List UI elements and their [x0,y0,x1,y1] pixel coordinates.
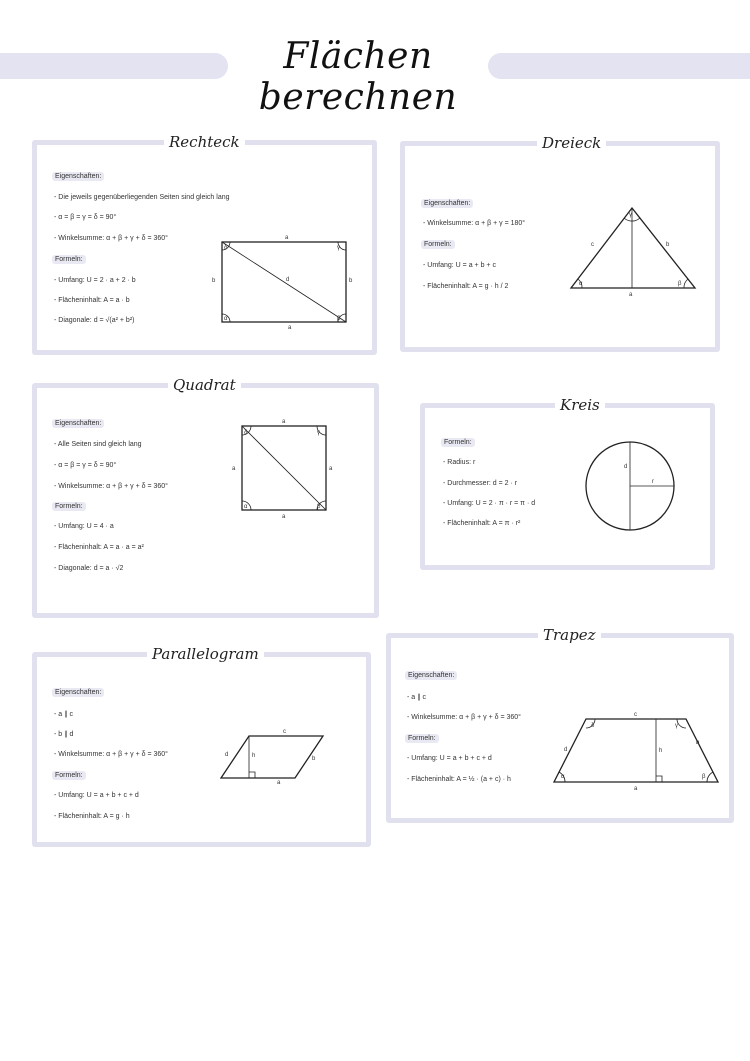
parallelogram-label-top: c [283,729,286,735]
parallelogram-label-right: b [312,756,316,762]
card-title-rechteck: Rechteck [164,133,245,151]
rechteck-formula-3: - Diagonale: d = √(a² + b²) [54,317,135,324]
rechteck-prop-2: - α = β = γ = δ = 90° [54,214,117,221]
quadrat-figure [228,414,338,520]
dreieck-angle-alpha: α [579,281,583,287]
dreieck-angle-gamma: γ [629,212,632,218]
rechteck-eigenschaften: Eigenschaften: [52,172,104,181]
parallelogram-prop-1: - a ∥ c [54,711,74,718]
trapez-label-bottom: a [634,786,638,792]
quadrat-formula-2: - Flächeninhalt: A = a · a = a² [54,544,144,551]
rechteck-angle-bl: α [224,316,228,322]
quadrat-angle-tl: δ [244,430,248,436]
rechteck-label-left: b [212,278,216,284]
quadrat-angle-bl: α [244,504,248,510]
dreieck-formula-2: - Flächeninhalt: A = g · h / 2 [423,283,509,290]
kreis-formeln: Formeln: [441,438,475,447]
kreis-label-r: r [652,479,654,485]
trapez-label-right: b [696,740,700,746]
trapez-formula-1: - Umfang: U = a + b + c + d [407,755,492,762]
quadrat-eigenschaften: Eigenschaften: [52,419,104,428]
rechteck-prop-3: - Winkelsumme: α + β + γ + δ = 360° [54,235,168,242]
kreis-formula-4: - Flächeninhalt: A = π · r² [443,520,521,527]
quadrat-prop-1: - Alle Seiten sind gleich lang [54,441,142,448]
rechteck-label-right: b [349,278,353,284]
parallelogram-formula-2: - Flächeninhalt: A = g · h [54,813,130,820]
rechteck-formeln: Formeln: [52,255,86,264]
dreieck-label-right: b [666,242,670,248]
card-title-kreis: Kreis [555,396,605,414]
dreieck-label-base: a [629,292,633,298]
card-title-dreieck: Dreieck [537,134,606,152]
parallelogram-label-bottom: a [277,780,281,786]
quadrat-prop-3: - Winkelsumme: α + β + γ + δ = 360° [54,483,168,490]
title-banner-right [488,53,750,79]
rechteck-label-bottom: a [288,325,292,331]
rechteck-figure [210,230,353,332]
kreis-formula-3: - Umfang: U = 2 · π · r = π · d [443,500,536,507]
card-title-quadrat: Quadrat [168,376,241,394]
parallelogram-eigenschaften: Eigenschaften: [52,688,104,697]
trapez-formeln: Formeln: [405,734,439,743]
kreis-formula-2: - Durchmesser: d = 2 · r [443,480,518,487]
trapez-label-left: d [564,747,568,753]
kreis-figure [584,440,680,536]
parallelogram-label-left: d [225,752,229,758]
quadrat-angle-br: β [317,504,321,510]
dreieck-prop-1: - Winkelsumme: α + β + γ = 180° [423,220,526,227]
rechteck-angle-tl: δ [224,245,228,251]
parallelogram-label-h: h [252,753,256,759]
kreis-label-d: d [624,464,628,470]
rechteck-angle-br: β [337,316,341,322]
quadrat-formeln: Formeln: [52,502,86,511]
trapez-eigenschaften: Eigenschaften: [405,671,457,680]
quadrat-label-bottom: a [282,514,286,520]
rechteck-formula-1: - Umfang: U = 2 · a + 2 · b [54,277,136,284]
dreieck-formula-1: - Umfang: U = a + b + c [423,262,496,269]
trapez-angle-gamma: γ [675,723,678,729]
quadrat-formula-3: - Diagonale: d = a · √2 [54,565,124,572]
dreieck-label-left: c [591,242,594,248]
trapez-prop-1: - a ∥ c [407,694,427,701]
parallelogram-prop-3: - Winkelsumme: α + β + γ + δ = 360° [54,751,168,758]
parallelogram-figure [215,726,331,784]
card-title-trapez: Trapez [538,626,601,644]
trapez-prop-2: - Winkelsumme: α + β + γ + δ = 360° [407,714,521,721]
trapez-label-top: c [634,712,637,718]
rechteck-label-diag: d [286,277,290,283]
trapez-label-h: h [659,748,663,754]
trapez-angle-delta: δ [591,723,595,729]
quadrat-prop-2: - α = β = γ = δ = 90° [54,462,117,469]
quadrat-formula-1: - Umfang: U = 4 · a [54,523,114,530]
rechteck-angle-tr: γ [337,245,340,251]
dreieck-eigenschaften: Eigenschaften: [421,199,473,208]
quadrat-label-top: a [282,419,286,425]
card-title-parallelogram: Parallelogram [147,645,264,663]
trapez-formula-2: - Flächeninhalt: A = ½ · (a + c) · h [407,776,511,783]
page-title: Flächen berechnen [258,36,458,118]
trapez-angle-alpha: α [561,774,565,780]
parallelogram-formeln: Formeln: [52,771,86,780]
quadrat-angle-tr: γ [317,430,320,436]
dreieck-figure [565,200,701,300]
kreis-formula-1: - Radius: r [443,459,476,466]
quadrat-label-left: a [232,466,236,472]
parallelogram-formula-1: - Umfang: U = a + b + c + d [54,792,139,799]
dreieck-angle-beta: β [678,281,682,287]
rechteck-prop-1: - Die jeweils gegenüberliegenden Seiten sind gleich lang [54,194,230,201]
title-banner-left [0,53,228,79]
dreieck-formeln: Formeln: [421,240,455,249]
rechteck-formula-2: - Flächeninhalt: A = a · b [54,297,130,304]
quadrat-label-right: a [329,466,333,472]
trapez-figure [546,706,726,792]
parallelogram-prop-2: - b ∥ d [54,731,74,738]
rechteck-label-top: a [285,235,289,241]
trapez-angle-beta: β [702,774,706,780]
